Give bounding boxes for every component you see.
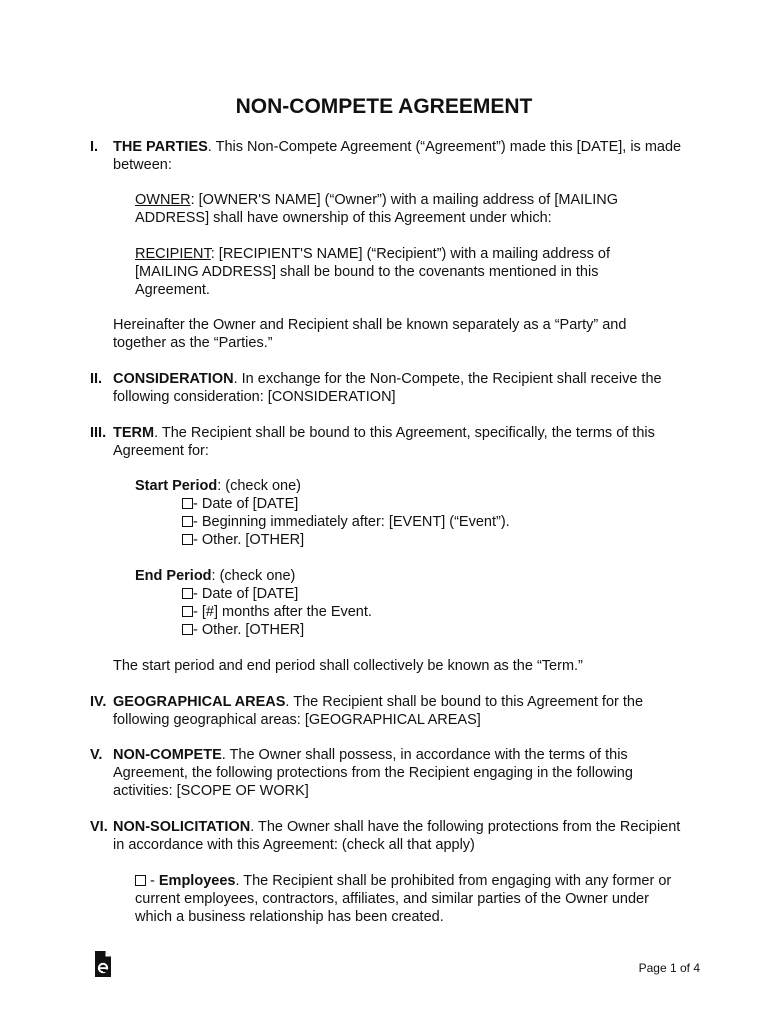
option-text: - [#] months after the Event. — [193, 604, 372, 620]
recipient-text: : [RECIPIENT'S NAME] (“Recipient”) with a mailing address of [MAILING ADDRESS] shall be bound to the covenants mentioned in this Agreement. — [135, 246, 610, 298]
section-label: THE PARTIES — [113, 139, 208, 155]
section-label: NON-SOLICITATION — [113, 819, 251, 835]
end-period-label: End Period — [135, 568, 212, 584]
owner-label: OWNER — [135, 192, 191, 208]
recipient-paragraph — [135, 245, 675, 299]
section-text: . In exchange for the Non-Compete, the Recipient shall receive the following consideration: [CONSIDERATION] — [113, 371, 662, 405]
section-non-compete — [90, 746, 690, 800]
checkbox[interactable] — [182, 588, 193, 599]
section-text: . The Recipient shall be bound to this Agreement for the following geographical areas: [GEOGRAPHICAL AREAS] — [113, 694, 644, 728]
employees-label: Employees — [158, 873, 236, 889]
section-number: V. — [90, 747, 103, 763]
employees-text: . The Recipient shall be prohibited from engaging with any former or current employees, contractors, affiliates, and similar parties of the Owner under which a business relationship has been created. — [135, 873, 672, 925]
option-text: - Date of [DATE] — [193, 496, 299, 512]
recipient-label: RECIPIENT — [135, 246, 211, 262]
document-e-logo-icon — [93, 950, 113, 983]
checkbox[interactable] — [182, 624, 193, 635]
logo-svg — [93, 950, 113, 978]
section-body — [113, 818, 690, 854]
section-text: . The Owner shall possess, in accordance with the terms of this Agreement, the following protections from the Recipient engaging in the following activities: [SCOPE OF WORK] — [113, 747, 633, 799]
term-note: The start period and end period shall collectively be known as the “Term.” — [113, 658, 583, 674]
section-term — [90, 424, 690, 460]
checkbox[interactable] — [135, 875, 146, 886]
section-body — [113, 746, 690, 800]
start-option — [182, 495, 298, 513]
start-period-heading — [135, 477, 695, 495]
section-label: CONSIDERATION — [113, 371, 234, 387]
section-number: VI. — [90, 819, 108, 835]
option-text: - Date of [DATE] — [193, 586, 299, 602]
section-label: TERM — [113, 425, 155, 441]
section-text: . This Non-Compete Agreement (“Agreement”) made this [DATE], is made between: — [113, 139, 682, 173]
owner-text: : [OWNER'S NAME] (“Owner”) with a mailing address of [MAILING ADDRESS] shall have ownership of this Agreement under which: — [135, 192, 618, 226]
section-number: IV. — [90, 694, 107, 710]
section-consideration — [90, 370, 690, 406]
section-body — [113, 424, 690, 460]
end-period-suffix: : (check one) — [211, 568, 296, 584]
checkbox[interactable] — [182, 516, 193, 527]
section-number: I. — [90, 139, 99, 155]
start-option — [182, 531, 304, 549]
checkbox[interactable] — [182, 498, 193, 509]
section-non-solicitation — [90, 818, 690, 854]
section-body — [113, 370, 690, 406]
section-label: GEOGRAPHICAL AREAS — [113, 694, 286, 710]
section-number: III. — [90, 425, 107, 441]
section-body — [113, 693, 690, 729]
start-option — [182, 513, 510, 531]
employees-paragraph — [135, 872, 685, 926]
start-period-suffix: : (check one) — [217, 478, 302, 494]
end-option — [182, 603, 372, 621]
section-geographical-areas — [90, 693, 690, 729]
section-body — [113, 138, 690, 174]
section-number: II. — [90, 371, 103, 387]
option-text: - Beginning immediately after: [EVENT] (“Event”). — [193, 514, 510, 530]
section-text: . The Owner shall have the following protections from the Recipient in accordance with this Agreement: (check all that apply) — [113, 819, 681, 853]
page-number: Page 1 of 4 — [638, 961, 700, 975]
section-text: . The Recipient shall be bound to this Agreement, specifically, the terms of this Agreement for: — [113, 425, 655, 459]
start-period-label: Start Period — [135, 478, 218, 494]
option-text: - Other. [OTHER] — [193, 532, 305, 548]
end-period-heading — [135, 567, 695, 585]
end-option — [182, 585, 298, 603]
option-text: - Other. [OTHER] — [193, 622, 305, 638]
employees-dash: - — [146, 873, 159, 889]
owner-paragraph — [135, 191, 675, 227]
section-parties — [90, 138, 690, 174]
end-option — [182, 621, 304, 639]
section-label: NON-COMPETE — [113, 747, 222, 763]
document-title: NON-COMPETE AGREEMENT — [235, 95, 533, 118]
checkbox[interactable] — [182, 534, 193, 545]
hereinafter-paragraph: Hereinafter the Owner and Recipient shall be known separately as a “Party” and together as the “Parties.” — [113, 317, 627, 351]
checkbox[interactable] — [182, 606, 193, 617]
